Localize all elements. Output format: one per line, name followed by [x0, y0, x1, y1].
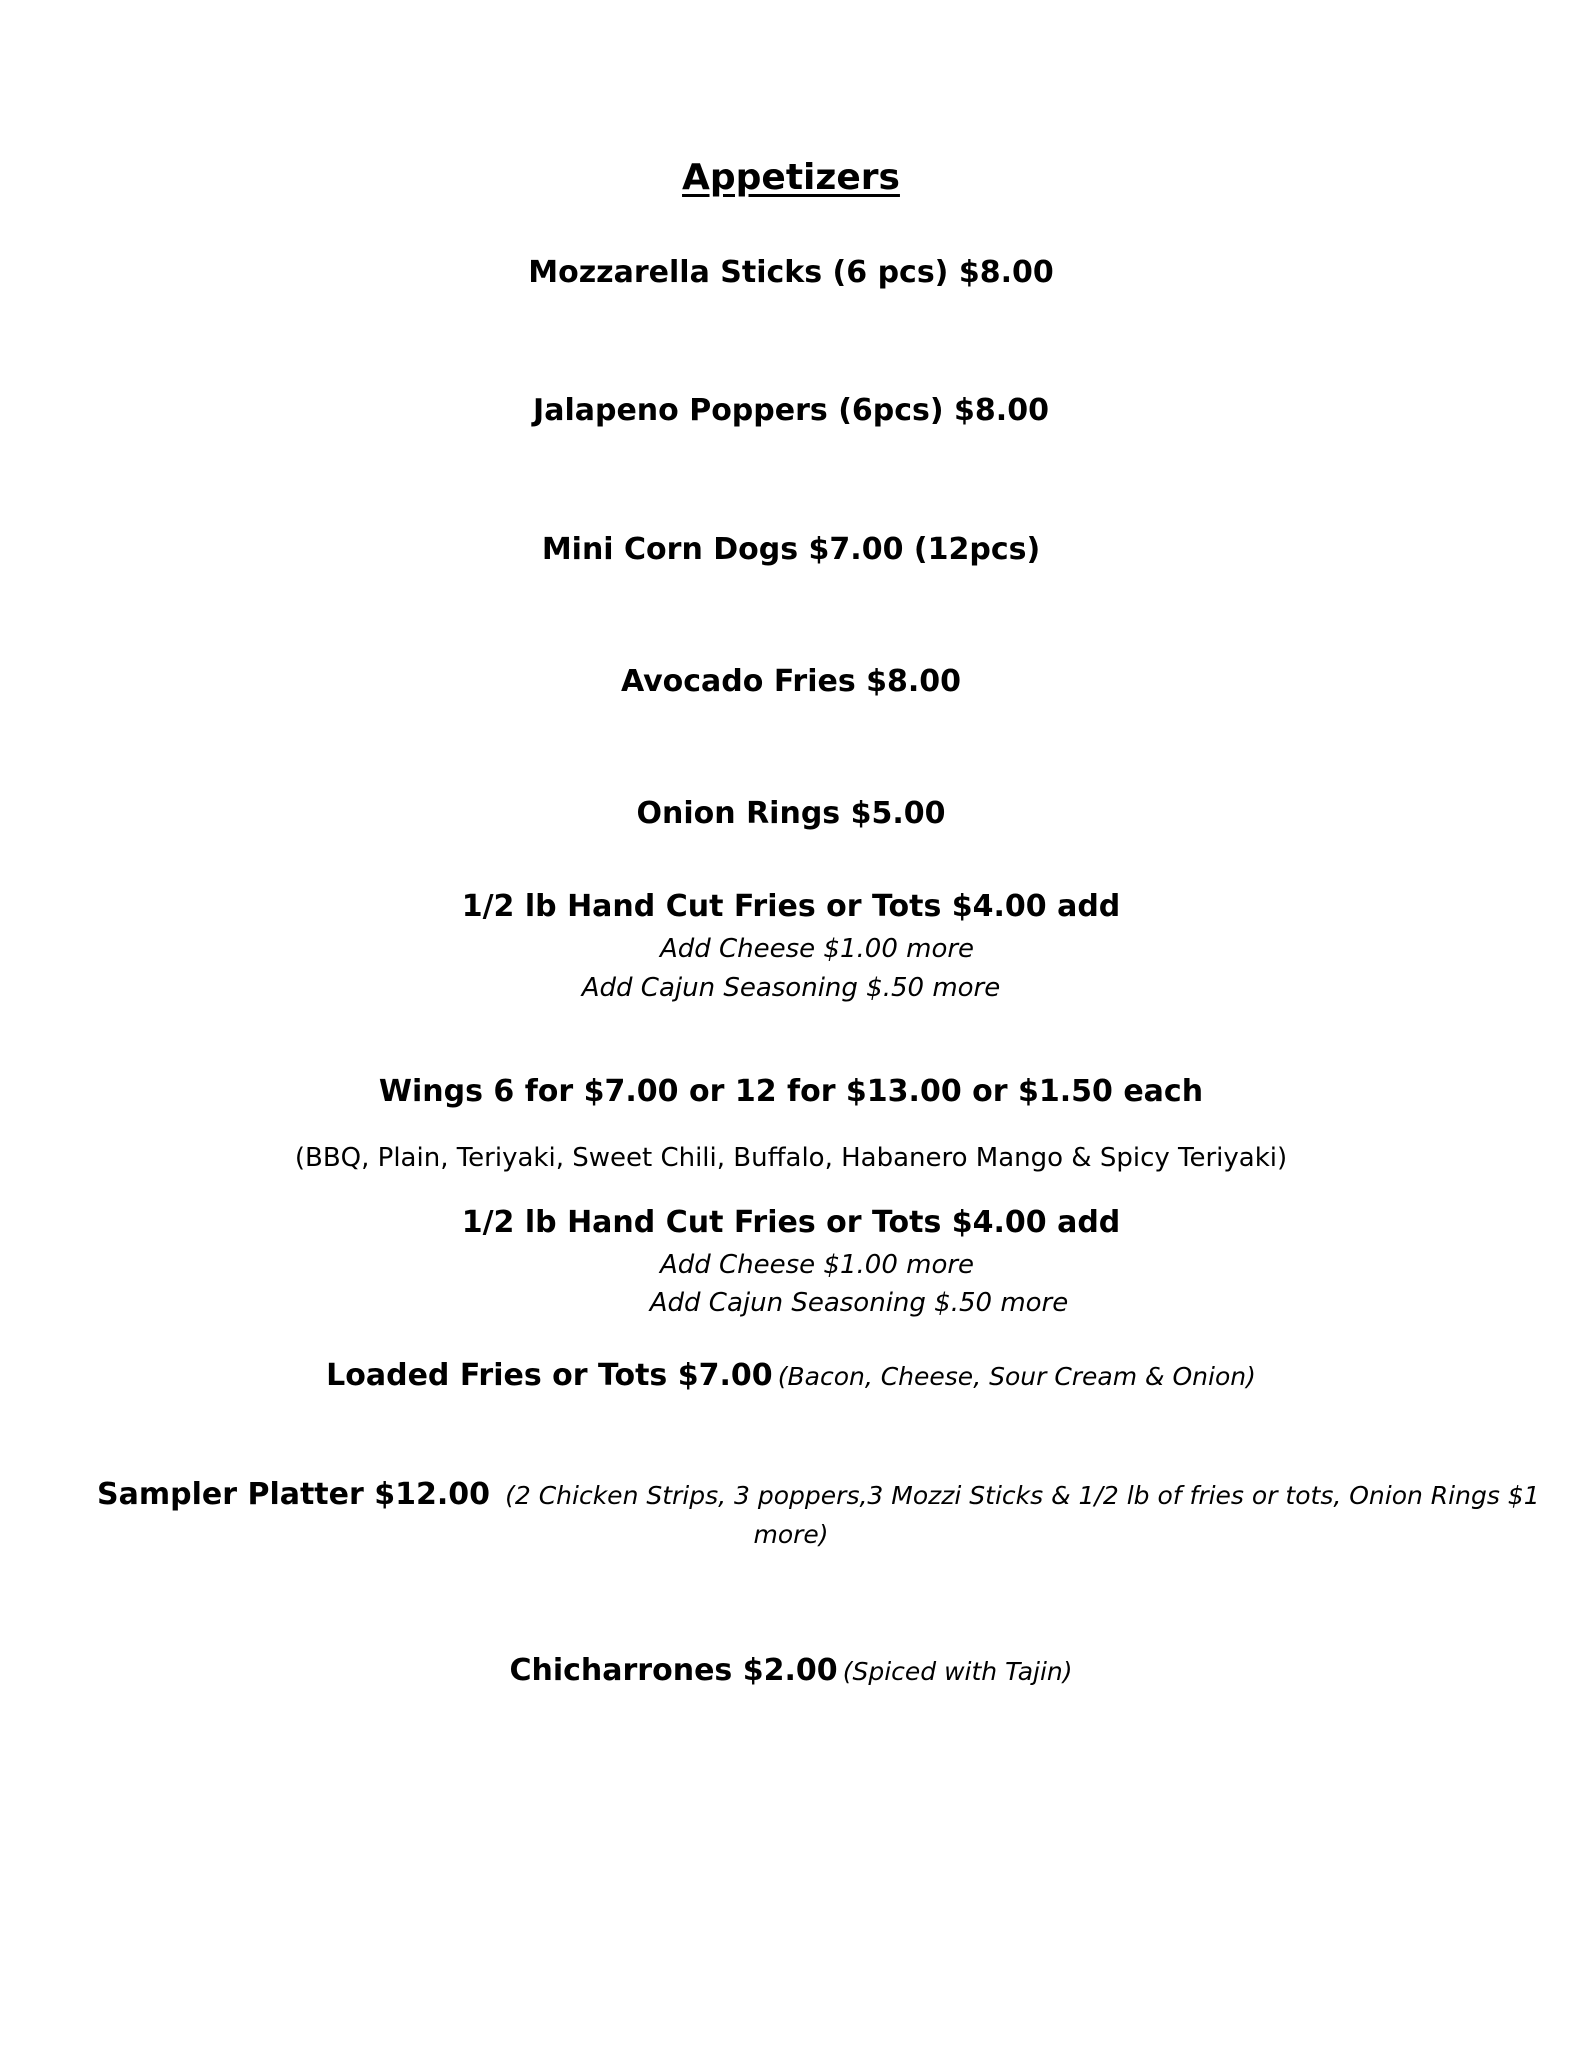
wings-flavors: (BBQ, Plain, Teriyaki, Sweet Chili, Buffalo, Habanero Mango & Spicy Teriyaki) — [294, 1143, 1288, 1173]
mini-corn-dogs-item: Mini Corn Dogs $7.00 (12pcs) — [541, 532, 1041, 567]
loaded-fries-note: (Bacon, Cheese, Sour Cream & Onion) — [777, 1362, 1256, 1391]
hand-cut-fries-item: 1/2 lb Hand Cut Fries or Tots $4.00 add — [461, 889, 1121, 924]
wings-item: Wings 6 for $7.00 or 12 for $13.00 or $1.50 each — [378, 1074, 1204, 1109]
add-cajun-option-2: Add Cajun Seasoning $.50 more — [649, 1288, 1069, 1318]
hand-cut-fries-item-2: 1/2 lb Hand Cut Fries or Tots $4.00 add — [461, 1205, 1121, 1240]
sampler-platter-item: Sampler Platter $12.00 — [97, 1477, 491, 1512]
chicharrones-item: Chicharrones $2.00 — [509, 1653, 838, 1688]
add-cheese-option: Add Cheese $1.00 more — [659, 934, 975, 964]
onion-rings-item: Onion Rings $5.00 — [636, 796, 946, 831]
menu-title: Appetizers — [682, 157, 900, 198]
mozzarella-sticks-item: Mozzarella Sticks (6 pcs) $8.00 — [528, 255, 1054, 290]
add-cheese-option-2: Add Cheese $1.00 more — [659, 1250, 975, 1280]
sampler-platter-note-cont: more) — [753, 1520, 829, 1549]
sampler-platter-note: (2 Chicken Strips, 3 poppers,3 Mozzi Sticks & 1/2 lb of fries or tots, Onion Rings $1 — [505, 1481, 1540, 1510]
chicharrones-line — [0, 1653, 1582, 1688]
loaded-fries-item: Loaded Fries or Tots $7.00 — [326, 1358, 773, 1393]
loaded-fries-line — [0, 1358, 1582, 1393]
add-cajun-option: Add Cajun Seasoning $.50 more — [581, 973, 1001, 1003]
avocado-fries-item: Avocado Fries $8.00 — [620, 664, 962, 699]
sampler-platter-line — [97, 1477, 1540, 1512]
chicharrones-note: (Spiced with Tajin) — [842, 1657, 1073, 1686]
jalapeno-poppers-item: Jalapeno Poppers (6pcs) $8.00 — [533, 393, 1049, 428]
